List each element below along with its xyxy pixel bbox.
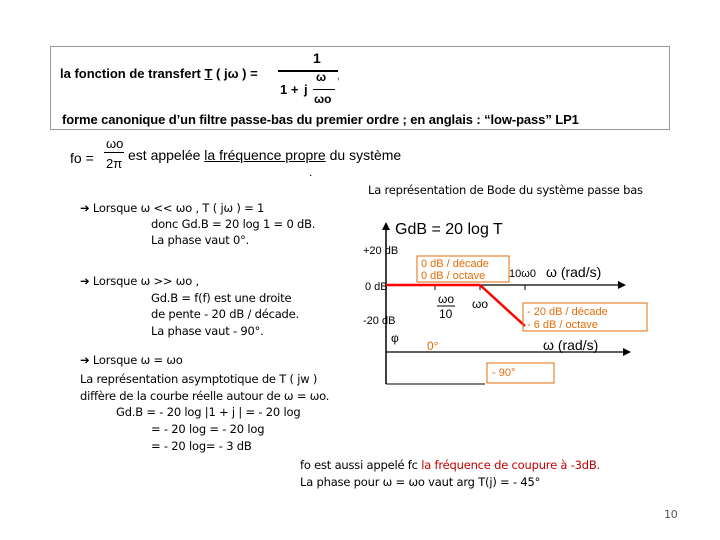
wo10-numerator: ωo [438,292,455,306]
phase-minus90-label: - 90° [492,367,516,379]
label-minus20db: -20 dB [363,315,396,327]
case3-line3: diffère de la courbe réelle autour de ω = ωo. [80,389,330,403]
slope-octave: - 6 dB / octave [527,319,598,331]
fo-numerator: ωo [106,136,124,151]
case2-line3: de pente - 20 dB / décade. [151,307,299,321]
arrow-icon: ➔ [80,353,90,367]
phase-omega-axis-label: ω (rad/s) [543,337,599,353]
fraction-bar [278,70,338,72]
den-omega: ω [316,70,327,84]
case2-line1 [80,274,199,288]
phase-zero-label: 0° [427,339,439,353]
gain-frequency-arrow [618,281,626,289]
fo-denominator: 2π [106,156,123,171]
transfer-function-prefix: la fonction de transfert [60,66,205,81]
phase-axis-label: φ [391,331,399,345]
wo-label: ωo [472,297,489,311]
case3-line2: La représentation asymptotique de T ( jw ) [80,372,318,386]
canonical-form-text: forme canonique d’un filtre passe-bas du premier ordre ; en anglais : “low-pass” LP1 [62,112,579,127]
case3-line1 [80,353,183,367]
gain-title: GdB = 20 log T [395,221,503,238]
fo-description [128,147,401,163]
calc-line3: = - 20 log= - 3 dB [151,439,252,453]
gain-axis-arrow [382,222,390,230]
label-10w0: 10ω0 [509,268,536,280]
fraction-numerator: 1 [313,50,321,66]
fo-label: fo = [70,150,94,166]
inner-fraction-bar [313,89,335,90]
comma: , [337,70,341,82]
case3-text: Lorsque ω = ωo [92,353,183,367]
page-number: 10 [664,508,678,521]
den-j: j [304,82,308,97]
case2-text: Lorsque ω >> ωo , [92,274,199,288]
cutoff-prefix: fo est aussi appelé fc [300,458,422,472]
stray-dot: . [309,165,313,179]
gain-omega-axis-label: ω (rad/s) [546,264,602,280]
case1-line3: La phase vaut 0°. [151,233,250,247]
arrow-icon: ➔ [80,201,90,215]
wo10-denominator: 10 [439,307,453,321]
den-omega0: ωo [314,92,332,106]
arrow-icon: ➔ [80,274,90,288]
calc-line1: Gd.B = - 20 log |1 + j | = - 20 log [116,405,301,419]
phase-frequency-arrow [623,348,631,356]
transfer-function-arg: ( jω ) = [212,66,258,81]
case1-line1 [80,201,264,215]
case2-line4: La phase vaut - 90°. [151,324,264,338]
label-plus20db: +20 dB [363,245,399,257]
zero-slope-decade: 0 dB / décade [421,258,489,270]
case1-text: Lorsque ω << ωo , T ( jω ) = 1 [92,201,265,215]
fo-fraction-bar [104,152,124,153]
case2-line2: Gd.B = f(f) est une droite [151,291,292,305]
cutoff-red-text: la fréquence de coupure à -3dB. [421,458,601,472]
den-one: 1 + [280,82,299,97]
calc-line2: = - 20 log = - 20 log [151,422,265,436]
fo-text-underlined: la fréquence propre [204,147,326,163]
case1-line2: donc Gd.B = 20 log 1 = 0 dB. [151,217,316,231]
fo-text-before: est appelée [128,147,205,163]
transfer-function-label [60,66,258,81]
cutoff-line [300,458,600,472]
phase-line: La phase pour ω = ωo vaut arg T(j) = - 45° [300,475,541,489]
fo-text-after: du système [325,147,402,163]
label-0db: 0 dB [365,281,388,293]
slope-decade: - 20 dB / décade [527,306,608,318]
bode-title: La représentation de Bode du système passe bas [368,183,643,197]
zero-slope-octave: 0 dB / octave [421,270,486,282]
bode-plot [355,212,655,390]
transfer-function-T: T [204,66,213,81]
